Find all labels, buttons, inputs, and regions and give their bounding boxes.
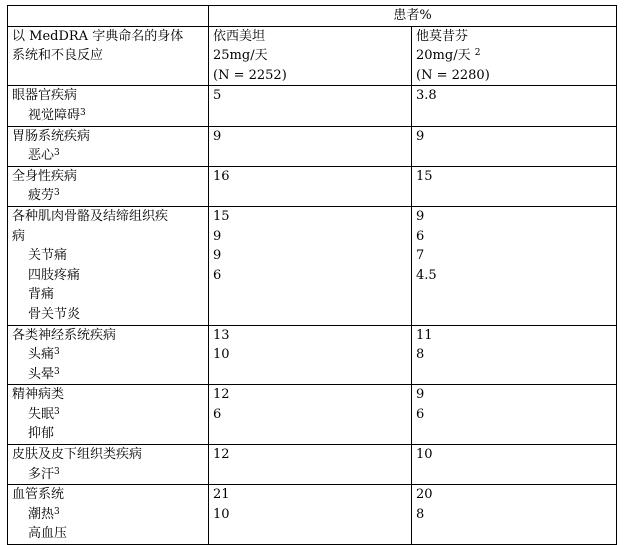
exemestane-cell [209,206,412,325]
exemestane-header [209,26,412,86]
table-row [8,325,617,385]
reaction-label [12,465,204,485]
table-body [8,86,617,545]
reaction-name: 高血压 [28,526,68,542]
tamoxifen-value: 7 [416,248,425,264]
tamoxifen-cell [412,126,617,166]
exemestane-value: 12 [213,447,230,463]
patients-header-row [8,6,617,27]
reaction-name: 四肢疼痛 [28,267,81,283]
tamoxifen-cell [412,385,617,445]
reaction-name: 抑郁 [28,426,55,442]
tamoxifen-value: 8 [416,347,425,363]
exemestane-value: 9 [213,248,222,264]
tamoxifen-value: 10 [416,447,433,463]
system-title: 各种肌肉骨骼及结缔组织疾 [12,208,169,224]
column-header-row [8,26,617,86]
system-title: 皮肤及皮下组织类疾病 [12,447,143,463]
reaction-name: 背痛 [28,287,55,303]
reaction-label [12,424,204,444]
tamoxifen-drug: 他莫昔芬 [416,28,469,44]
footnote-marker: 3 [54,506,60,517]
exemestane-value: 10 [213,506,230,522]
system-title: 精神病类 [12,387,65,403]
footnote-marker: 3 [54,366,60,377]
system-title-cont: 病 [12,228,26,244]
footnote-marker: 3 [54,188,60,199]
exemestane-dose-text: 25mg/天 [213,48,268,64]
reaction-label [12,305,204,325]
reaction-name: 关节痛 [28,248,68,264]
tamoxifen-value: 9 [416,128,425,144]
system-title: 各类神经系统疾病 [12,327,117,343]
exemestane-dose [213,46,407,66]
exemestane-value: 6 [213,406,222,422]
footnote-marker: 3 [54,466,60,477]
system-title: 胃肠系统疾病 [12,128,91,144]
footnote-marker: 2 [474,48,481,59]
reaction-label [12,285,204,305]
reaction-label [12,186,204,206]
tamoxifen-cell [412,206,617,325]
footnote-marker: 3 [54,406,60,417]
system-total-exemestane: 15 [213,208,230,224]
tamoxifen-dose-text: 20mg/天 [416,48,471,64]
reaction-label [12,505,204,525]
tamoxifen-cell [412,325,617,385]
exemestane-value: 12 [213,387,230,403]
reaction-name: 潮热 [28,506,55,522]
tamoxifen-value: 11 [416,327,433,343]
reaction-label [12,524,204,544]
tamoxifen-cell [412,485,617,545]
tamoxifen-n: (N = 2280) [416,67,490,83]
reaction-label [12,266,204,286]
system-title: 眼器官疾病 [12,88,78,104]
exemestane-drug: 依西美坦 [213,28,266,44]
system-cell [8,485,209,545]
system-cell [8,126,209,166]
reaction-label [12,246,204,266]
tamoxifen-cell [412,86,617,126]
system-cell [8,445,209,485]
system-cell [8,166,209,206]
exemestane-value: 13 [213,327,230,343]
system-cell [8,385,209,445]
body-system-header-line-2: 系统和不良反应 [12,48,104,64]
footnote-marker: 3 [54,347,60,358]
reaction-name: 疲劳 [28,188,55,204]
table-row [8,206,617,325]
reaction-name: 失眠 [28,406,55,422]
tamoxifen-cell [412,445,617,485]
body-system-header [8,26,209,86]
system-cell [8,86,209,126]
reaction-name: 头痛 [28,347,55,363]
adverse-reactions-table [7,5,617,545]
exemestane-value: 5 [213,88,222,104]
tamoxifen-dose [416,46,612,66]
patients-percent-header: 患者% [209,6,617,27]
table-row [8,166,617,206]
exemestane-cell [209,325,412,385]
reaction-name: 头晕 [28,366,55,382]
tamoxifen-value: 20 [416,487,433,503]
reaction-name: 恶心 [28,148,55,164]
exemestane-value: 6 [213,267,222,283]
tamoxifen-header [412,26,617,86]
system-total-tamoxifen: 9 [416,208,425,224]
reaction-name: 骨关节炎 [28,306,81,322]
exemestane-value: 21 [213,487,230,503]
reaction-name: 视觉障碍 [28,107,81,123]
body-system-header-line-1: 以 MedDRA 字典命名的身体 [12,28,184,44]
exemestane-cell [209,86,412,126]
tamoxifen-value: 6 [416,228,425,244]
table-row [8,385,617,445]
exemestane-value [213,285,407,305]
table-row [8,445,617,485]
system-cell [8,325,209,385]
tamoxifen-value: 15 [416,168,433,184]
tamoxifen-value [416,285,612,305]
table-row [8,86,617,126]
tamoxifen-value: 6 [416,406,425,422]
reaction-name: 多汗 [28,466,55,482]
system-cell [8,206,209,325]
exemestane-value: 10 [213,347,230,363]
tamoxifen-value: 8 [416,506,425,522]
system-title: 血管系统 [12,487,65,503]
reaction-label [12,345,204,365]
system-title: 全身性疾病 [12,168,78,184]
footnote-marker: 3 [54,148,60,159]
table-row [8,485,617,545]
reaction-label [12,365,204,385]
footnote-marker: 3 [80,107,86,118]
exemestane-cell [209,385,412,445]
tamoxifen-value: 4.5 [416,267,437,283]
exemestane-cell [209,485,412,545]
exemestane-cell [209,126,412,166]
reaction-label [12,405,204,425]
reaction-label [12,146,204,166]
reaction-label [12,106,204,126]
exemestane-value: 9 [213,228,222,244]
exemestane-value: 16 [213,168,230,184]
exemestane-value: 9 [213,128,222,144]
exemestane-n: (N = 2252) [213,67,287,83]
tamoxifen-cell [412,166,617,206]
tamoxifen-value: 9 [416,387,425,403]
table-row [8,126,617,166]
header-blank-cell [8,6,209,27]
exemestane-cell [209,166,412,206]
tamoxifen-value: 3.8 [416,88,437,104]
exemestane-cell [209,445,412,485]
